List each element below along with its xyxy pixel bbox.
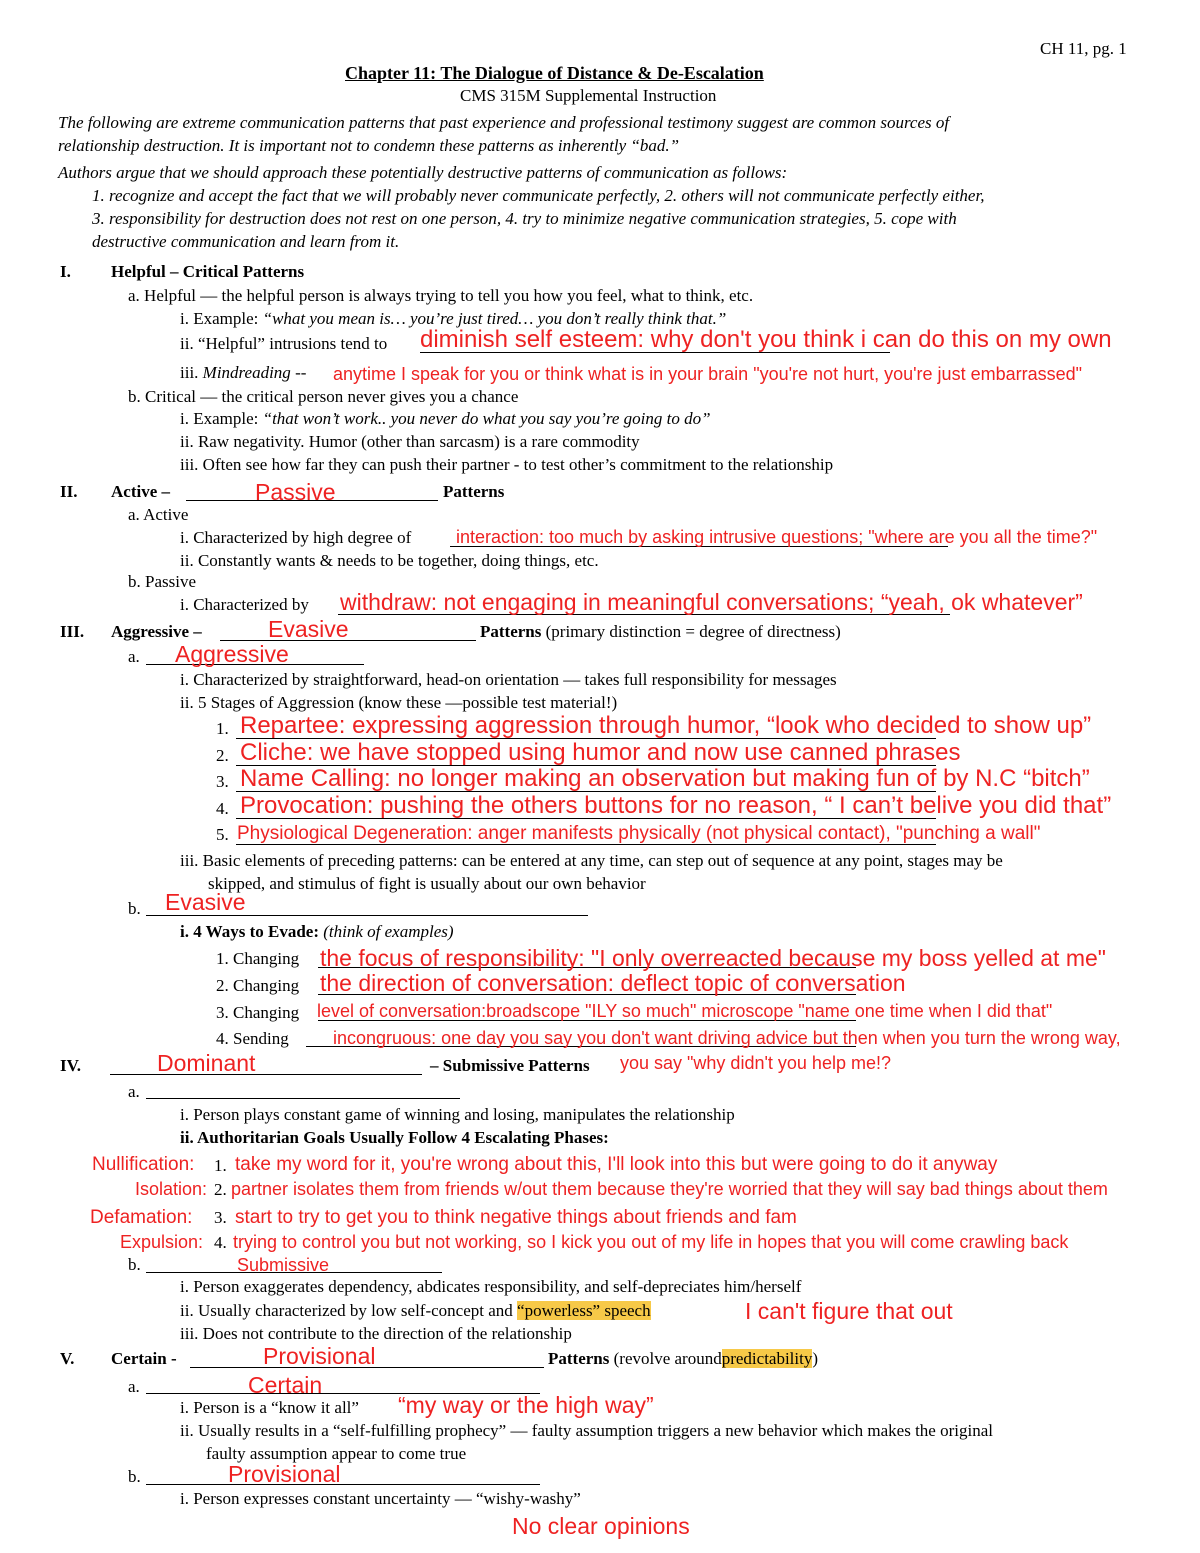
outline-label: b.: [128, 899, 141, 918]
handwritten-note: Evasive: [165, 889, 246, 915]
outline-item: i. Example: “what you mean is… you’re just tired… you don’t really think that.”: [180, 309, 727, 328]
phase-number: 2.: [214, 1180, 227, 1199]
outline-item: ii. Raw negativity. Humor (other than sarcasm) is a rare commodity: [180, 432, 640, 451]
intro-line: 1. recognize and accept the fact that we will probably never communicate perfectly, 2. others will not communicate perfectly either,: [92, 186, 985, 205]
outline-item: ii. “Helpful” intrusions tend to: [180, 334, 388, 353]
section-number: II.: [60, 482, 78, 501]
stage-number: 4.: [216, 799, 229, 818]
outline-item: ii. Authoritarian Goals Usually Follow 4 Escalating Phases:: [180, 1128, 609, 1147]
handwritten-note: the focus of responsibility: "I only overreacted because my boss yelled at me": [320, 945, 1106, 971]
blank-line: [146, 1098, 460, 1099]
handwritten-note: Passive: [255, 479, 336, 505]
handwritten-note: trying to control you but not working, so I kick you out of my life in hopes that you will come crawling back: [233, 1232, 1069, 1252]
section-heading: Patterns (primary distinction = degree of directness): [480, 622, 841, 641]
handwritten-note: incongruous: one day you say you don't want driving advice but then when you turn the wrong way,: [333, 1028, 1121, 1048]
highlight: predictability: [721, 1349, 813, 1368]
outline-item: iii. Basic elements of preceding patterns: can be entered at any time, can step out of sequence at any point, stages may be: [180, 851, 1003, 870]
blank-line: [146, 915, 588, 916]
outline-item: i. Person expresses constant uncertainty — “wishy-washy”: [180, 1489, 581, 1508]
handwritten-note: I can't figure that out: [745, 1298, 953, 1324]
handwritten-note: diminish self esteem: why don't you think i can do this on my own: [420, 326, 1112, 353]
outline-item: iii. Does not contribute to the direction of the relationship: [180, 1324, 572, 1343]
outline-item: i. Characterized by high degree of: [180, 528, 412, 547]
outline-item: ii. Usually characterized by low self-concept and “powerless” speech: [180, 1301, 651, 1320]
handwritten-note: No clear opinions: [512, 1513, 690, 1539]
phase-name: Expulsion:: [120, 1232, 204, 1252]
page-subtitle: CMS 315M Supplemental Instruction: [460, 86, 717, 105]
phase-number: 1.: [214, 1156, 227, 1175]
handwritten-note: Dominant: [157, 1050, 256, 1076]
handwritten-note: take my word for it, you're wrong about this, I'll look into this but were going to do it anyway: [235, 1154, 998, 1175]
handwritten-note: Aggressive: [175, 641, 289, 667]
handwritten-note: start to try to get you to think negative things about friends and fam: [235, 1207, 797, 1228]
handwritten-note: Evasive: [268, 616, 349, 642]
evade-label: 4. Sending: [216, 1029, 289, 1048]
handwritten-note: Provisional: [228, 1461, 341, 1487]
handwritten-note: you say "why didn't you help me!?: [620, 1053, 891, 1073]
phase-name: Nullification:: [92, 1154, 195, 1175]
section-heading: Aggressive –: [111, 622, 202, 641]
outline-item: iii. Often see how far they can push their partner - to test other’s commitment to the relationship: [180, 455, 834, 474]
handwritten-note: level of conversation:broadscope "ILY so much" microscope "name one time when I did that": [317, 1001, 1053, 1021]
phase-number: 3.: [214, 1208, 227, 1227]
handwritten-note: Physiological Degeneration: anger manifests physically (not physical contact), "punching a wall": [237, 823, 1041, 844]
handwritten-note: Provocation: pushing the others buttons for no reason, “ I can’t belive you did that”: [240, 792, 1112, 819]
outline-item: a. Helpful — the helpful person is always trying to tell you how you feel, what to think, etc.: [128, 286, 754, 305]
evade-label: 1. Changing: [216, 949, 300, 968]
outline-item: faulty assumption appear to come true: [206, 1444, 467, 1463]
blank-line: [236, 844, 936, 845]
outline-label: a.: [128, 1082, 140, 1101]
stage-number: 5.: [216, 825, 229, 844]
intro-line: The following are extreme communication patterns that past experience and professional testimony suggest are common sources of: [58, 113, 950, 132]
stage-number: 3.: [216, 772, 229, 791]
handwritten-note: anytime I speak for you or think what is in your brain "you're not hurt, you're just embarrassed": [333, 364, 1083, 384]
handwritten-note: Submissive: [237, 1255, 330, 1275]
section-heading: Patterns (revolve aroundpredictability): [548, 1349, 819, 1368]
outline-item: ii. Constantly wants & needs to be together, doing things, etc.: [180, 551, 599, 570]
section-number: IV.: [60, 1056, 81, 1075]
outline-item: b. Critical — the critical person never gives you a chance: [128, 387, 519, 406]
handwritten-note: interaction: too much by asking intrusive questions; "where are you all the time?": [456, 527, 1098, 547]
phase-number: 4.: [214, 1233, 227, 1252]
intro-line: relationship destruction. It is important not to condemn these patterns as inherently “bad.”: [58, 136, 680, 155]
section-number: III.: [60, 622, 85, 641]
section-heading: Active –: [111, 482, 171, 501]
outline-item: i. Example: “that won’t work.. you never do what you say you’re going to do”: [180, 409, 711, 428]
outline-item: i. Person exaggerates dependency, abdicates responsibility, and self-depreciates him/herself: [180, 1277, 802, 1296]
outline-item: i. Person plays constant game of winning and losing, manipulates the relationship: [180, 1105, 735, 1124]
intro-line: Authors argue that we should approach these potentially destructive patterns of communication as follows:: [58, 163, 788, 182]
page-title: Chapter 11: The Dialogue of Distance & De-Escalation: [345, 63, 764, 83]
section-heading: Helpful – Critical Patterns: [111, 262, 305, 281]
handwritten-note: Cliche: we have stopped using humor and now use canned phrases: [240, 739, 961, 766]
outline-item: i. 4 Ways to Evade: (think of examples): [180, 922, 454, 941]
phase-name: Isolation:: [135, 1179, 208, 1199]
handwritten-note: “my way or the high way”: [398, 1392, 654, 1418]
section-heading: Patterns: [443, 482, 505, 501]
outline-item: ii. 5 Stages of Aggression (know these —possible test material!): [180, 693, 618, 712]
intro-line: destructive communication and learn from it.: [92, 232, 400, 251]
outline-item: a. Active: [128, 505, 189, 524]
handwritten-note: partner isolates them from friends w/out them because they're worried that they will say bad things about them: [231, 1179, 1108, 1199]
outline-item: i. Person is a “know it all”: [180, 1398, 359, 1417]
intro-line: 3. responsibility for destruction does not rest on one person, 4. try to minimize negative communication strategies, 5. cope with: [92, 209, 957, 228]
outline-item: i. Characterized by: [180, 595, 309, 614]
section-number: V.: [60, 1349, 75, 1368]
evade-label: 2. Changing: [216, 976, 300, 995]
page-number: CH 11, pg. 1: [1040, 39, 1127, 58]
outline-label: a.: [128, 647, 140, 666]
outline-item: iii. Mindreading --: [180, 363, 307, 382]
handwritten-note: Name Calling: no longer making an observation but making fun of by N.C “bitch”: [240, 765, 1090, 792]
stage-number: 1.: [216, 719, 229, 738]
evade-label: 3. Changing: [216, 1003, 300, 1022]
section-heading: Certain -: [111, 1349, 177, 1368]
highlight: “powerless” speech: [517, 1301, 651, 1320]
outline-label: b.: [128, 1255, 141, 1274]
phase-name: Defamation:: [90, 1207, 193, 1228]
section-heading: – Submissive Patterns: [430, 1056, 590, 1075]
section-number: I.: [60, 262, 71, 281]
stage-number: 2.: [216, 746, 229, 765]
outline-item: ii. Usually results in a “self-fulfilling prophecy” — faulty assumption triggers a new behavior which makes the original: [180, 1421, 993, 1440]
outline-label: b.: [128, 1467, 141, 1486]
outline-item: i. Characterized by straightforward, head-on orientation — takes full responsibility for messages: [180, 670, 837, 689]
handwritten-note: the direction of conversation: deflect topic of conversation: [320, 970, 906, 996]
handwritten-note: withdraw: not engaging in meaningful conversations; “yeah, ok whatever”: [340, 589, 1083, 615]
outline-item: b. Passive: [128, 572, 196, 591]
handwritten-note: Certain: [248, 1372, 323, 1398]
outline-item: skipped, and stimulus of fight is usually about our own behavior: [208, 874, 646, 893]
handwritten-note: Repartee: expressing aggression through humor, “look who decided to show up”: [240, 712, 1092, 739]
blank-line: [146, 1484, 540, 1485]
outline-label: a.: [128, 1377, 140, 1396]
handwritten-note: Provisional: [263, 1343, 376, 1369]
